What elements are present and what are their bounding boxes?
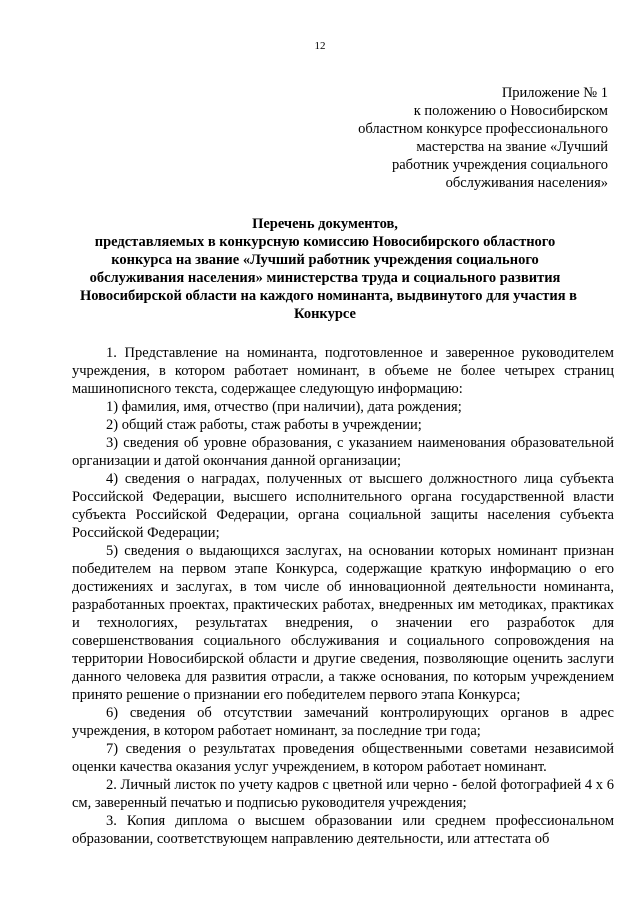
appendix-line: к положению о Новосибирском (413, 103, 608, 119)
paragraph-item-5: 5) сведения о выдающихся заслугах, на основании которых номинант признан победителем на первом этапе Конкурса, содержащие краткую информацию о его достижениях и заслугах, в том числе об инновационной деятельности номинанта, разработанных проектах, практических работах, внедренных им методиках, практиках и технологиях, результатах внедрения, о значении его разработок для совершенствования социального обслуживания и социального сопровождения на территории Новосибирской области и другие сведения, позволяющие оценить заслуги данного человека для развития отрасли, а также основания, по которым учреждением принято решение о признании его победителем первого этапа Конкурса; (72, 543, 614, 703)
paragraph-item-4: 4) сведения о наградах, полученных от высшего должностного лица субъекта Российской Федерации, высшего исполнительного органа государственной власти субъекта Российской Федерации, органа социальной защиты населения субъекта Российской Федерации; (72, 471, 614, 541)
title-line: Перечень документов, (252, 216, 398, 232)
paragraph-item-3: 3) сведения об уровне образования, с указанием наименования образовательной организации и датой окончания данной организации; (72, 435, 614, 469)
paragraph-representation: 1. Представление на номинанта, подготовленное и заверенное руководителем учреждения, в котором работает номинант, в объеме не более четырех страниц машинописного текста, содержащее следующую информацию: (72, 345, 614, 397)
title-line: Конкурсе (294, 306, 356, 322)
appendix-header (278, 84, 608, 192)
appendix-line: мастерства на звание «Лучший (416, 139, 608, 155)
document-title (80, 215, 578, 323)
appendix-line: работник учреждения социального (392, 157, 608, 173)
title-line: конкурса на звание «Лучший работник учреждения социального (111, 252, 539, 268)
paragraph-diploma-copy: 3. Копия диплома о высшем образовании или среднем профессиональном образовании, соответствующем направлению деятельности, или аттестата об (72, 813, 614, 847)
title-line: представляемых в конкурсную комиссию Новосибирского областного (94, 234, 556, 250)
appendix-line: Приложение № 1 (501, 85, 608, 101)
document-body (72, 344, 614, 848)
paragraph-item-6: 6) сведения об отсутствии замечаний контролирующих органов в адрес учреждения, в котором работает номинант, за последние три года; (72, 705, 614, 739)
title-line: Новосибирской области на каждого номинанта, выдвинутого для участия в (80, 288, 578, 304)
paragraph-item-1: 1) фамилия, имя, отчество (при наличии), дата рождения; (106, 399, 462, 415)
paragraph-item-2: 2) общий стаж работы, стаж работы в учреждении; (106, 417, 422, 433)
page-number: 12 (314, 40, 326, 52)
appendix-line: обслуживания населения» (445, 175, 608, 191)
title-line: обслуживания населения» министерства труда и социального развития (89, 270, 561, 286)
paragraph-personal-sheet: 2. Личный листок по учету кадров с цветной или черно - белой фотографией 4 х 6 см, заверенный печатью и подписью руководителя учреждения; (72, 777, 614, 811)
paragraph-item-7: 7) сведения о результатах проведения общественными советами независимой оценки качества оказания услуг учреждением, в котором работает номинант. (72, 741, 614, 775)
appendix-line: областном конкурсе профессионального (358, 121, 608, 137)
